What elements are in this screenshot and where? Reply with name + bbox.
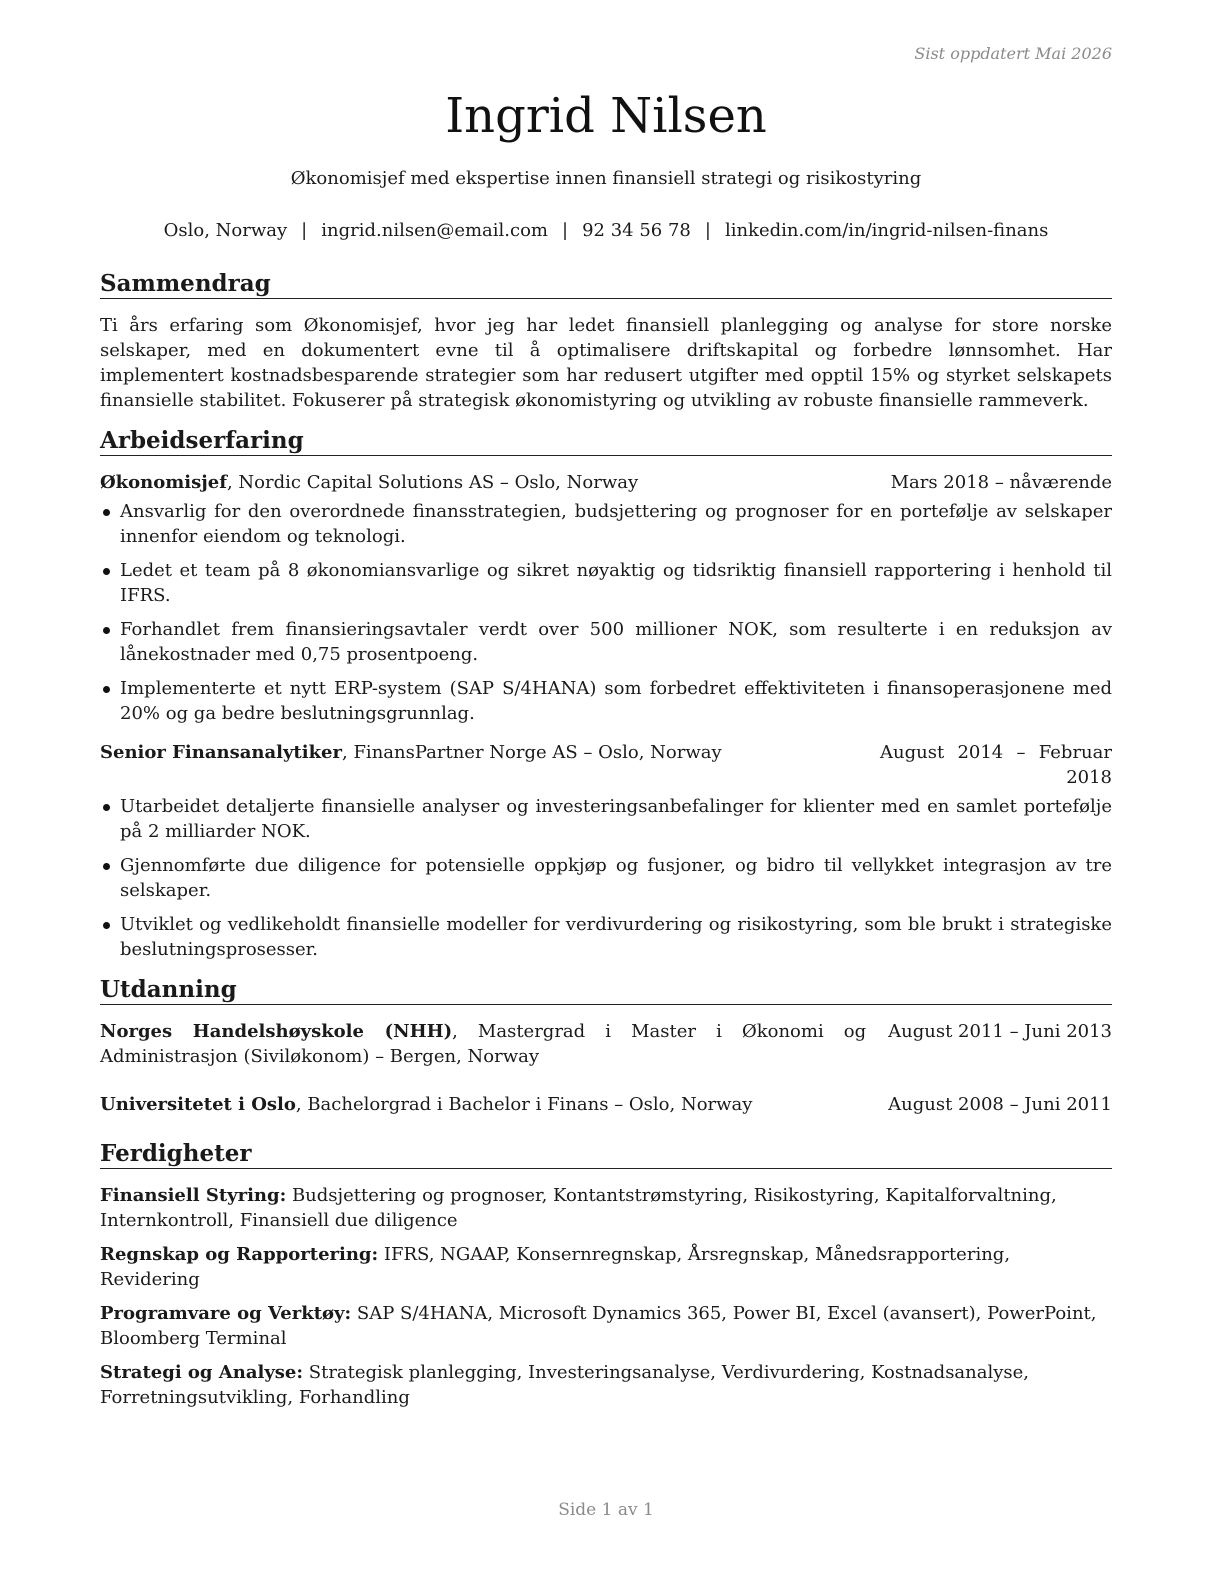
summary-text: Ti års erfaring som Økonomisjef, hvor jeg har ledet finansiell planlegging og analyse for store norske selskaper, med en dokumentert evne til å optimalisere driftskapital og forbedre lønnsomhet. Har implementert kostnadsbesparende strategier som har redusert utgifter med opptil 15% og styrket selskapets finansielle stabilitet. Fokuserer på strategisk økonomistyring og utvikling av robuste finansielle rammeverk.: [100, 315, 1112, 411]
section-title-education: Utdanning: [100, 976, 1112, 1005]
education-entry: [100, 1092, 1112, 1117]
job-role: [100, 740, 880, 765]
job-bullet: Ansvarlig for den overordnede finansstrategien, budsjettering og prognoser for en portefølje av selskaper innenfor eiendom og teknologi.: [100, 499, 1112, 549]
section-title-experience: Arbeidserfaring: [100, 427, 1112, 456]
education-dates: August 2011 – Juni 2013: [888, 1021, 1112, 1042]
job-organization: , Nordic Capital Solutions AS – Oslo, Norway: [226, 472, 639, 493]
job-bullet: Ledet et team på 8 økonomiansvarlige og sikret nøyaktig og tidsriktig finansiell rapportering i henhold til IFRS.: [100, 558, 1112, 608]
job-header: [100, 470, 1112, 495]
job-bullet: Utviklet og vedlikeholdt finansielle modeller for verdivurdering og risikostyring, som ble brukt i strategiske beslutningsprosesser.: [100, 912, 1112, 962]
section-title-skills: Ferdigheter: [100, 1140, 1112, 1169]
contact-location: Oslo, Norway: [163, 220, 288, 241]
skill-line: [100, 1360, 1112, 1410]
resume-body: [100, 270, 1112, 1419]
job-organization: , FinansPartner Norge AS – Oslo, Norway: [342, 742, 722, 763]
job-title: Senior Finansanalytiker: [100, 742, 342, 763]
job-bullet: Forhandlet frem finansieringsavtaler verdt over 500 millioner NOK, som resulterte i en reduksjon av lånekostnader med 0,75 prosentpoeng.: [100, 617, 1112, 667]
job-entry: [100, 740, 1112, 962]
contact-separator: |: [301, 220, 308, 241]
education-degree: [100, 1019, 888, 1069]
section-title-summary: Sammendrag: [100, 270, 1112, 299]
job-bullets: [100, 499, 1112, 726]
education-detail: , Mastergrad i Master i Økonomi og Administrasjon (Siviløkonom) – Bergen, Norway: [100, 1021, 867, 1067]
education-school: Norges Handelshøyskole (NHH): [100, 1021, 453, 1042]
contact-line: [100, 219, 1112, 243]
last-updated-text: Sist oppdatert Mai 2026: [914, 44, 1112, 63]
job-header: [100, 740, 1112, 790]
job-bullets: [100, 794, 1112, 962]
job-role: [100, 470, 891, 495]
skill-line: [100, 1183, 1112, 1233]
skill-label: Regnskap og Rapportering:: [100, 1244, 379, 1265]
skill-value: Strategisk planlegging, Investeringsanalyse, Verdivurdering, Kostnadsanalyse, Forretningsutvikling, Forhandling: [100, 1362, 1030, 1408]
education-dates: August 2008 – Juni 2011: [888, 1094, 1112, 1115]
education-header: [100, 1019, 1112, 1069]
skill-line: [100, 1301, 1112, 1351]
education-entry: [100, 1019, 1112, 1069]
job-bullet: Gjennomførte due diligence for potensielle oppkjøp og fusjoner, og bidro til vellykket integrasjon av tre selskaper.: [100, 853, 1112, 903]
skill-label: Programvare og Verktøy:: [100, 1303, 352, 1324]
page-footer: Side 1 av 1: [558, 1500, 654, 1520]
job-dates: August 2014 – Februar 2018: [880, 742, 1112, 788]
contact-phone: 92 34 56 78: [582, 220, 691, 241]
education-school: Universitetet i Oslo: [100, 1094, 296, 1115]
skill-label: Strategi og Analyse:: [100, 1362, 304, 1383]
job-entry: [100, 470, 1112, 726]
education-degree: [100, 1092, 888, 1117]
skill-label: Finansiell Styring:: [100, 1185, 287, 1206]
job-bullet: Implementerte et nytt ERP-system (SAP S/4HANA) som forbedret effektiviteten i finansoperasjonene med 20% og ga bedre beslutningsgrunnlag.: [100, 676, 1112, 726]
contact-separator: |: [562, 220, 569, 241]
skill-value: SAP S/4HANA, Microsoft Dynamics 365, Power BI, Excel (avansert), PowerPoint, Bloomberg Terminal: [100, 1303, 1097, 1349]
skill-value: IFRS, NGAAP, Konsernregnskap, Årsregnskap, Månedsrapportering, Revidering: [100, 1244, 1011, 1290]
job-title: Økonomisjef: [100, 472, 227, 493]
tagline: Økonomisjef med ekspertise innen finansiell strategi og risikostyring: [290, 168, 922, 189]
contact-separator: |: [704, 220, 711, 241]
education-header: [100, 1092, 1112, 1117]
contact-email: ingrid.nilsen@email.com: [321, 220, 548, 241]
skill-value: Budsjettering og prognoser, Kontantstrømstyring, Risikostyring, Kapitalforvaltning, Internkontroll, Finansiell due diligence: [100, 1185, 1057, 1231]
job-dates: Mars 2018 – nåværende: [890, 472, 1112, 493]
person-name: Ingrid Nilsen: [445, 88, 767, 144]
skill-line: [100, 1242, 1112, 1292]
job-bullet: Utarbeidet detaljerte finansielle analyser og investeringsanbefalinger for klienter med en samlet portefølje på 2 milliarder NOK.: [100, 794, 1112, 844]
education-detail: , Bachelorgrad i Bachelor i Finans – Oslo, Norway: [295, 1094, 753, 1115]
contact-linkedin: linkedin.com/in/ingrid-nilsen-finans: [724, 220, 1049, 241]
